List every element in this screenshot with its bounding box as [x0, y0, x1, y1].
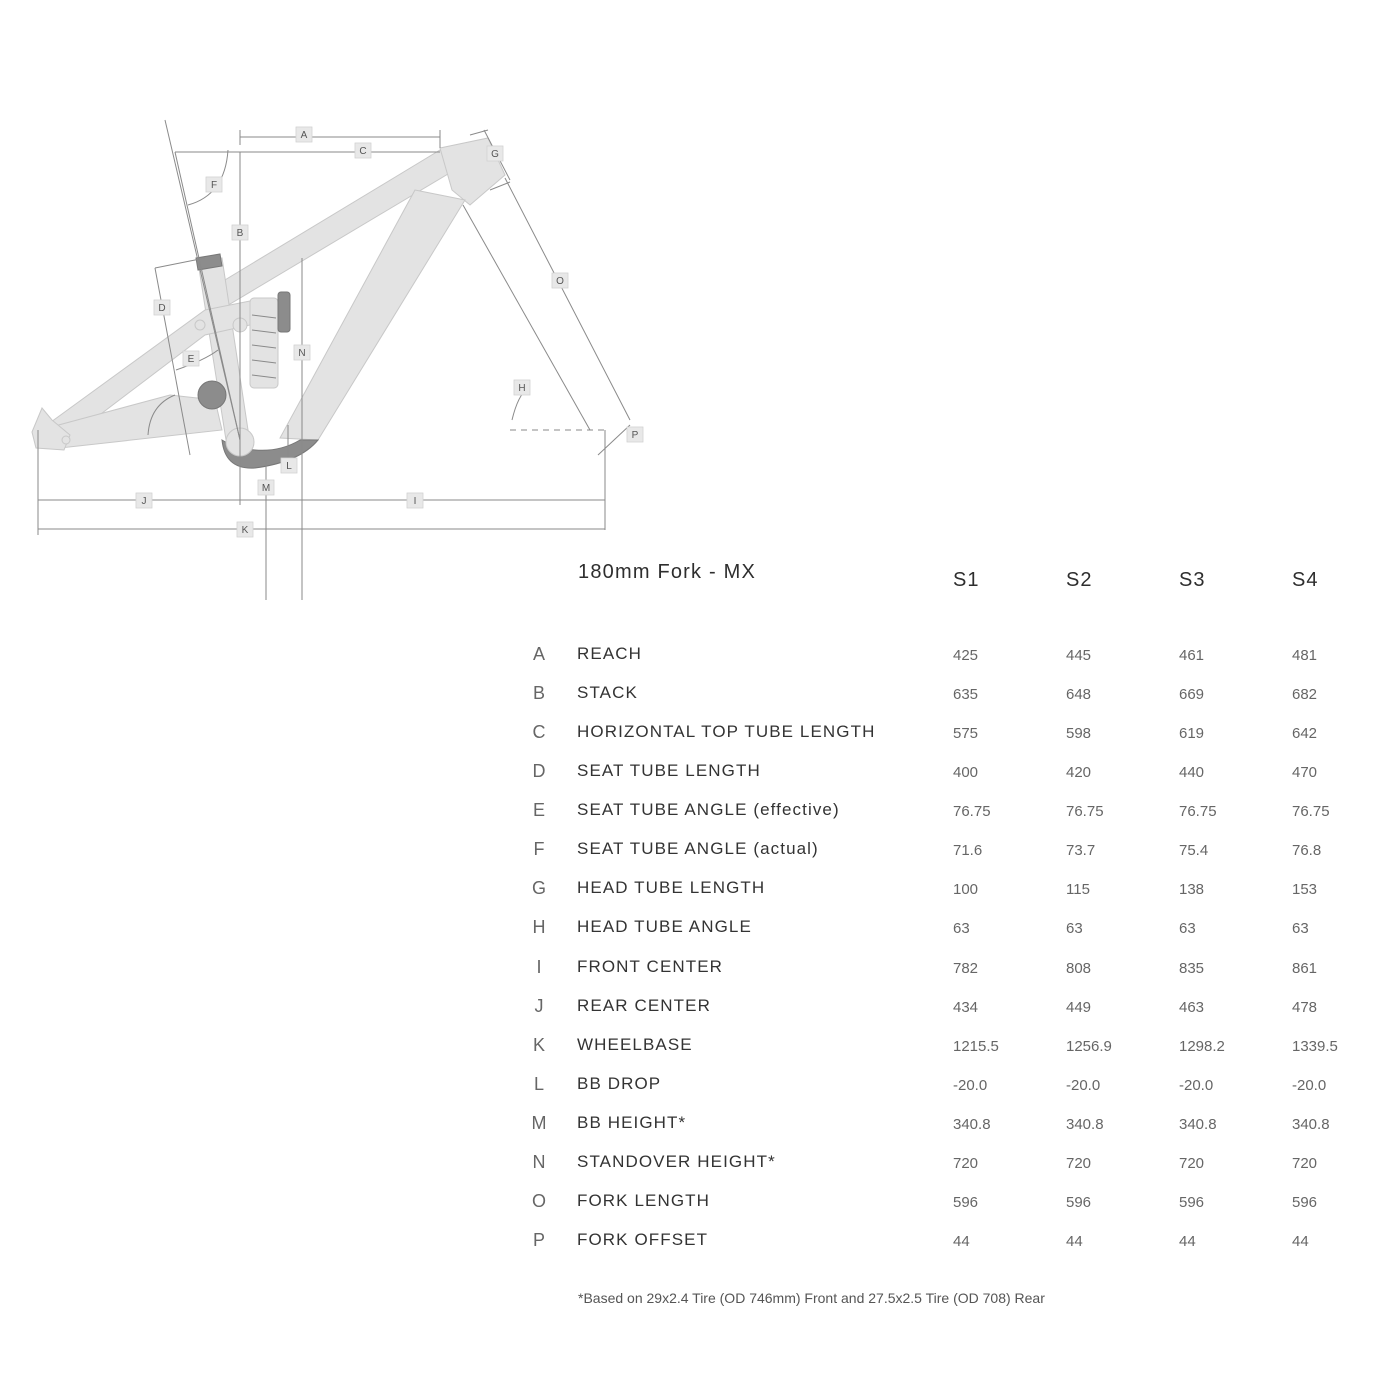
row-value-s1: 340.8 — [953, 1115, 991, 1133]
row-value-s2: 598 — [1066, 725, 1092, 743]
tag-h — [514, 380, 530, 395]
size-header-s2: S2 — [1066, 569, 1093, 591]
svg-text:K: K — [241, 525, 249, 536]
svg-text:J: J — [141, 496, 147, 507]
row-value-s3: 463 — [1179, 998, 1205, 1016]
size-header-s3: S3 — [1179, 569, 1206, 591]
row-value-s1: 782 — [953, 959, 979, 977]
svg-text:O: O — [556, 276, 564, 287]
row-letter: I — [536, 956, 542, 977]
row-label: FORK OFFSET — [577, 1230, 709, 1250]
row-value-s4: 76.8 — [1292, 842, 1322, 860]
tag-l — [281, 458, 297, 473]
row-label: STANDOVER HEIGHT* — [577, 1151, 776, 1171]
table-row-reach — [520, 640, 1380, 670]
row-label: SEAT TUBE ANGLE (actual) — [577, 839, 819, 859]
tire-footnote: *Based on 29x2.4 Tire (OD 746mm) Front and 27.5x2.5 Tire (OD 708) Rear — [578, 1290, 1045, 1306]
row-letter: H — [532, 917, 546, 938]
tag-d — [154, 300, 170, 315]
row-value-s1: 635 — [953, 686, 979, 704]
row-letter: N — [532, 1151, 546, 1172]
table-row-head-tube-length — [520, 874, 1380, 904]
tag-m — [258, 480, 274, 495]
row-value-s1: -20.0 — [953, 1076, 988, 1094]
tag-n — [294, 345, 310, 360]
row-value-s4: 340.8 — [1292, 1115, 1330, 1133]
row-label: FORK LENGTH — [577, 1190, 711, 1210]
row-letter: E — [532, 800, 545, 821]
row-label: BB DROP — [577, 1073, 662, 1093]
row-value-s3: 619 — [1179, 725, 1205, 743]
row-label: HEAD TUBE LENGTH — [577, 878, 766, 898]
row-value-s4: 481 — [1292, 647, 1318, 664]
row-value-s2: 720 — [1066, 1154, 1092, 1172]
tag-e — [183, 351, 199, 366]
row-value-s1: 596 — [953, 1193, 979, 1211]
svg-text:B: B — [236, 228, 244, 239]
row-value-s3: 461 — [1179, 647, 1205, 664]
row-letter: L — [533, 1073, 544, 1094]
tag-k — [237, 522, 253, 537]
row-value-s2: -20.0 — [1066, 1076, 1101, 1094]
row-label: SEAT TUBE LENGTH — [577, 761, 761, 781]
row-label: STACK — [577, 683, 638, 703]
svg-text:G: G — [491, 149, 499, 160]
row-value-s3: 44 — [1179, 1233, 1196, 1251]
row-letter: A — [532, 644, 545, 664]
row-label: SEAT TUBE ANGLE (effective) — [577, 800, 840, 820]
row-value-s4: 76.75 — [1292, 803, 1330, 821]
row-value-s3: 63 — [1179, 920, 1196, 938]
svg-text:H: H — [518, 383, 526, 394]
row-value-s3: 340.8 — [1179, 1115, 1217, 1133]
row-value-s4: 63 — [1292, 920, 1309, 938]
row-value-s4: 478 — [1292, 998, 1318, 1016]
row-value-s4: 861 — [1292, 959, 1318, 977]
geometry-table-title: 180mm Fork - MX — [578, 561, 757, 583]
row-value-s3: 75.4 — [1179, 842, 1209, 860]
row-value-s2: 420 — [1066, 764, 1092, 782]
row-value-s2: 340.8 — [1066, 1115, 1104, 1133]
svg-text:I: I — [413, 496, 417, 507]
row-value-s1: 434 — [953, 998, 979, 1016]
tag-a — [296, 127, 312, 142]
row-value-s1: 400 — [953, 764, 979, 782]
row-value-s4: 720 — [1292, 1154, 1318, 1172]
row-value-s2: 44 — [1066, 1233, 1083, 1251]
table-row-stack — [520, 679, 1380, 709]
table-row-head-tube-angle — [520, 913, 1380, 943]
row-value-s4: 470 — [1292, 764, 1318, 782]
row-value-s1: 71.6 — [953, 842, 983, 860]
row-label: FRONT CENTER — [577, 956, 724, 976]
row-letter: B — [532, 683, 545, 704]
row-value-s4: 682 — [1292, 686, 1318, 704]
row-value-s2: 76.75 — [1066, 803, 1104, 821]
tag-f — [206, 177, 222, 192]
row-value-s2: 73.7 — [1066, 842, 1096, 860]
row-value-s4: 153 — [1292, 881, 1318, 899]
row-value-s2: 648 — [1066, 686, 1092, 704]
row-letter: J — [534, 995, 544, 1016]
row-value-s3: 835 — [1179, 959, 1205, 977]
row-value-s2: 596 — [1066, 1193, 1092, 1211]
svg-text:M: M — [261, 483, 271, 494]
table-row-front-center — [520, 953, 1380, 983]
row-value-s1: 63 — [953, 920, 970, 938]
row-value-s3: 596 — [1179, 1193, 1205, 1211]
table-row-wheelbase — [520, 1031, 1380, 1061]
table-row-seat-tube-angle-actual — [520, 835, 1380, 865]
row-value-s4: 1339.5 — [1292, 1037, 1338, 1055]
row-value-s4: 596 — [1292, 1193, 1318, 1211]
table-row-standover-height — [520, 1148, 1380, 1178]
row-value-s3: 669 — [1179, 686, 1205, 704]
table-row-seat-tube-angle-effective — [520, 796, 1380, 826]
svg-text:N: N — [298, 348, 306, 359]
table-row-bb-drop — [520, 1070, 1380, 1100]
row-letter: G — [531, 878, 546, 899]
row-letter: P — [532, 1230, 545, 1251]
table-row-seat-tube-length — [520, 757, 1380, 787]
table-row-horizontal-top-tube-length — [520, 718, 1380, 748]
tag-g — [487, 146, 503, 161]
row-value-s4: -20.0 — [1292, 1076, 1327, 1094]
tag-i — [407, 493, 423, 508]
tag-o — [552, 273, 568, 288]
row-value-s1: 1215.5 — [953, 1037, 999, 1055]
row-value-s1: 100 — [953, 881, 979, 899]
table-row-fork-length — [520, 1187, 1380, 1217]
row-value-s3: 1298.2 — [1179, 1037, 1225, 1055]
row-value-s1: 44 — [953, 1233, 970, 1251]
tag-p — [627, 427, 643, 442]
row-value-s3: 138 — [1179, 881, 1205, 899]
row-letter: M — [531, 1112, 547, 1133]
row-value-s2: 449 — [1066, 998, 1092, 1016]
bike-frame — [32, 138, 505, 468]
row-value-s3: 720 — [1179, 1154, 1205, 1172]
row-value-s2: 115 — [1066, 881, 1090, 899]
svg-text:A: A — [300, 130, 308, 141]
row-value-s1: 425 — [953, 647, 979, 664]
size-header-s4: S4 — [1292, 569, 1319, 591]
row-label: BB HEIGHT* — [577, 1112, 687, 1132]
table-row-fork-offset — [520, 1226, 1380, 1256]
table-row-bb-height — [520, 1109, 1380, 1139]
size-header-s1: S1 — [953, 569, 980, 591]
row-letter: D — [532, 761, 546, 782]
row-label: REAR CENTER — [577, 995, 711, 1015]
row-value-s1: 76.75 — [953, 803, 991, 821]
row-value-s1: 720 — [953, 1154, 979, 1172]
tag-c — [355, 143, 371, 158]
row-letter: O — [531, 1190, 546, 1211]
row-label: WHEELBASE — [577, 1034, 693, 1054]
row-value-s4: 44 — [1292, 1233, 1309, 1251]
svg-text:P: P — [631, 430, 639, 441]
row-letter: K — [532, 1034, 545, 1055]
row-value-s3: 440 — [1179, 764, 1205, 782]
row-value-s2: 63 — [1066, 920, 1083, 938]
row-value-s3: 76.75 — [1179, 803, 1217, 821]
tag-j — [136, 493, 152, 508]
svg-text:F: F — [210, 180, 218, 191]
frame-geometry-diagram — [0, 0, 700, 620]
svg-text:C: C — [359, 146, 367, 157]
row-letter: F — [533, 839, 545, 860]
row-value-s2: 1256.9 — [1066, 1037, 1112, 1055]
row-value-s3: -20.0 — [1179, 1076, 1214, 1094]
svg-text:E: E — [187, 354, 195, 365]
svg-text:L: L — [286, 461, 292, 472]
table-row-rear-center — [520, 992, 1380, 1022]
tag-b — [232, 225, 248, 240]
row-label: HEAD TUBE ANGLE — [577, 917, 752, 937]
row-value-s1: 575 — [953, 725, 979, 743]
row-letter: C — [532, 722, 546, 743]
row-label: HORIZONTAL TOP TUBE LENGTH — [577, 722, 876, 742]
row-value-s4: 642 — [1292, 725, 1318, 743]
svg-text:D: D — [158, 303, 166, 314]
row-value-s2: 445 — [1066, 647, 1092, 664]
row-label: REACH — [577, 644, 643, 663]
row-value-s2: 808 — [1066, 959, 1092, 977]
